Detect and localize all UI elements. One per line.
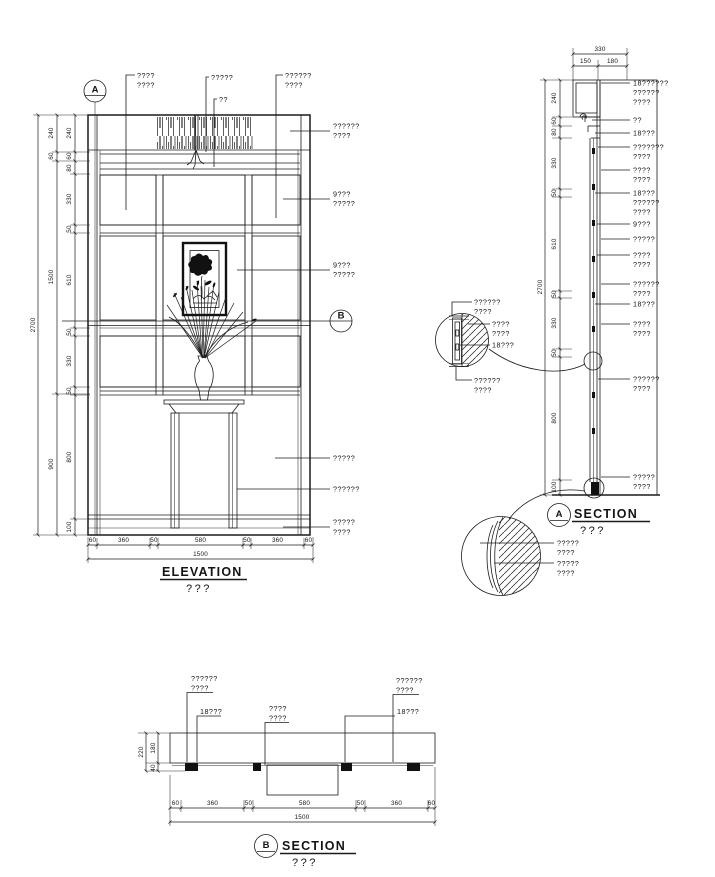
console-table <box>164 400 244 528</box>
wood-grain-panel <box>157 117 253 149</box>
dim-text: 330 <box>551 157 558 169</box>
dim-text: 60 <box>88 537 97 544</box>
annotation-label: ????? <box>211 73 234 82</box>
annotation-label: ???? <box>474 307 492 316</box>
annotation-label: ???? <box>474 385 492 395</box>
annotation-label: ?????? <box>285 71 312 80</box>
dim-text: 610 <box>551 238 558 250</box>
annotation-label: ???? <box>396 685 414 695</box>
dim-text: 360 <box>271 537 284 544</box>
branch-ornament <box>187 150 204 169</box>
dim-text: 50 <box>66 225 73 233</box>
dim-text: 2700 <box>30 317 37 333</box>
annotation-label: ?????? <box>333 484 360 494</box>
section-b-labels <box>187 674 423 765</box>
annotation-label: 18??? <box>633 188 656 198</box>
annotation-label: ???? <box>492 319 510 329</box>
section-b-drawing <box>138 674 435 869</box>
annotation-label: ???? <box>191 683 209 693</box>
annotation-label: ???? <box>557 568 575 578</box>
dim-text: 50 <box>66 387 73 395</box>
annotation-label: ?????? <box>474 297 501 307</box>
annotation-label: ????? <box>557 538 580 548</box>
dim-text: 60 <box>66 152 73 160</box>
dim-text: 100 <box>66 521 73 533</box>
dim-text: 50 <box>551 290 558 298</box>
batten-block <box>185 763 198 771</box>
section-a-drawing <box>537 46 669 537</box>
dim-text: 80 <box>551 128 558 136</box>
annotation-label: ?????? <box>333 121 360 131</box>
annotation-label: ???? <box>633 260 651 269</box>
dim-text: 50 <box>66 328 73 336</box>
annotation-label: ?????? <box>633 88 660 97</box>
dim-text: 580 <box>194 537 207 544</box>
annotation-label: ????? <box>633 234 656 244</box>
dim-text: 360 <box>390 800 403 807</box>
annotation-label: ???? <box>333 527 351 537</box>
elevation-dimensions <box>30 115 313 563</box>
dim-text: 330 <box>594 46 606 53</box>
annotation-label: ???? <box>333 131 351 140</box>
annotation-label: 9??? <box>333 189 351 199</box>
annotation-label: ????? <box>333 517 356 527</box>
annotation-label: ???? <box>633 289 651 298</box>
dim-text: 610 <box>66 274 73 286</box>
annotation-label: ???? <box>633 319 651 329</box>
annotation-label: ???? <box>633 250 651 260</box>
dim-text: 240 <box>66 127 73 139</box>
drawing-subtitle: ??? <box>186 583 212 595</box>
dim-text: 800 <box>66 451 73 463</box>
annotation-label: ???? <box>633 207 651 217</box>
section-marker-a <box>84 80 106 102</box>
annotation-label: ????? <box>557 559 580 568</box>
vase <box>195 356 214 400</box>
dim-text: 60 <box>171 800 180 807</box>
annotation-label: ???? <box>633 165 651 175</box>
batten-block <box>341 763 352 771</box>
dim-text: 80 <box>66 164 73 172</box>
annotation-label: ???? <box>285 80 303 90</box>
dim-text: 1500 <box>193 551 208 558</box>
dim-text: 60 <box>304 537 313 544</box>
dim-text: 360 <box>117 537 130 544</box>
annotation-label: 18??? <box>633 128 656 138</box>
dim-text: 2700 <box>537 279 544 295</box>
annotation-label: ???? <box>492 329 510 338</box>
dim-text: 180 <box>150 742 157 754</box>
annotation-label: ???? <box>269 704 287 713</box>
dim-text: 60 <box>551 117 558 125</box>
annotation-label: 18??? <box>200 707 223 716</box>
dim-text: 800 <box>551 412 558 424</box>
dim-text: 50 <box>243 537 251 544</box>
dim-text: 50 <box>551 189 558 197</box>
annotation-label: ????? <box>333 270 356 279</box>
dim-text: 330 <box>66 355 73 367</box>
dim-text: 580 <box>298 800 311 807</box>
annotation-label: ????? <box>333 453 356 463</box>
marker-letter: B <box>337 310 345 322</box>
annotation-label: ?????? <box>633 374 660 384</box>
annotation-label: ????? <box>333 199 356 208</box>
annotation-label: ?????? <box>474 376 501 385</box>
annotation-label: ?????? <box>191 674 218 683</box>
marker-letter: A <box>91 84 99 96</box>
dim-text: 360 <box>206 800 219 807</box>
detail-leader-curve <box>489 349 585 371</box>
vase-with-flowers <box>167 280 257 400</box>
annotation-label: ?? <box>219 95 228 104</box>
elevation-drawing <box>30 71 360 595</box>
dim-text: 240 <box>48 127 55 139</box>
section-a-title <box>548 504 651 538</box>
drawing-subtitle: ??? <box>292 857 318 869</box>
annotation-label: ??????? <box>633 142 665 152</box>
annotation-label: ???? <box>137 80 155 90</box>
annotation-label: ???? <box>633 384 651 393</box>
dim-text: 50 <box>244 800 253 807</box>
annotation-label: 18?????? <box>633 78 669 88</box>
dim-text: 240 <box>551 92 558 104</box>
annotation-label: ?????? <box>396 676 423 685</box>
batten-block <box>253 763 261 771</box>
drawing-title: ELEVATION <box>162 565 243 579</box>
dim-text: 60 <box>427 800 436 807</box>
elevation-structure <box>88 102 310 535</box>
annotation-label: 9??? <box>333 260 351 270</box>
annotation-label: ???? <box>633 329 651 338</box>
drawing-title: SECTION <box>282 839 346 853</box>
annotation-label: ???? <box>557 548 575 557</box>
dim-text: 150 <box>579 58 592 65</box>
annotation-label: ???? <box>633 175 651 184</box>
marker-letter: A <box>555 509 563 520</box>
annotation-label: ???? <box>633 482 651 491</box>
detail-circle-1 <box>436 298 586 395</box>
dim-text: 100 <box>551 481 558 493</box>
wall-hatch <box>170 733 435 763</box>
annotation-label: ???? <box>633 97 651 107</box>
annotation-label: ???? <box>633 152 651 161</box>
marker-letter: B <box>262 840 270 851</box>
annotation-label: ????? <box>633 472 656 482</box>
vertical-slat-panel <box>252 336 300 387</box>
annotation-label: 9??? <box>633 219 651 229</box>
dim-text: 900 <box>48 458 55 470</box>
drawing-subtitle: ??? <box>580 525 606 537</box>
horizontal-slat-panel <box>252 236 300 320</box>
annotation-label: 18??? <box>397 707 420 716</box>
dim-text: 40 <box>150 764 157 772</box>
annotation-label: 18??? <box>492 340 515 350</box>
dim-text: 180 <box>606 58 619 65</box>
horizontal-slat-panel <box>163 336 245 387</box>
drawing-title: SECTION <box>574 507 638 521</box>
dim-text: 60 <box>48 152 55 160</box>
section-b-title <box>255 835 357 870</box>
dim-text: 330 <box>551 317 558 329</box>
batten-block <box>407 763 420 771</box>
stone-plinth <box>267 765 338 795</box>
annotation-label: ?????? <box>633 279 660 289</box>
detail-reference-bubble <box>584 352 602 370</box>
section-b-dimensions <box>138 733 435 826</box>
skirting-block <box>591 482 599 495</box>
vertical-slat-panel <box>100 175 156 225</box>
section-b-structure <box>170 733 435 795</box>
horizontal-slat-panel <box>163 175 245 225</box>
dim-text: 50 <box>356 800 365 807</box>
annotation-label: ?????? <box>633 198 660 207</box>
dim-text: 50 <box>551 349 558 357</box>
annotation-label: ?? <box>633 115 642 125</box>
annotation-label: ???? <box>269 713 287 723</box>
dim-text: 1500 <box>294 814 310 821</box>
annotation-label: 18??? <box>633 299 656 309</box>
vertical-slat-panel <box>100 336 156 387</box>
dim-text: 50 <box>150 537 158 544</box>
dim-text: 220 <box>138 746 145 758</box>
horizontal-slat-panel <box>100 236 156 320</box>
annotation-label: ???? <box>137 71 155 80</box>
dim-text: 330 <box>66 193 73 205</box>
elevation-title <box>160 565 247 595</box>
dim-text: 1500 <box>48 269 55 285</box>
